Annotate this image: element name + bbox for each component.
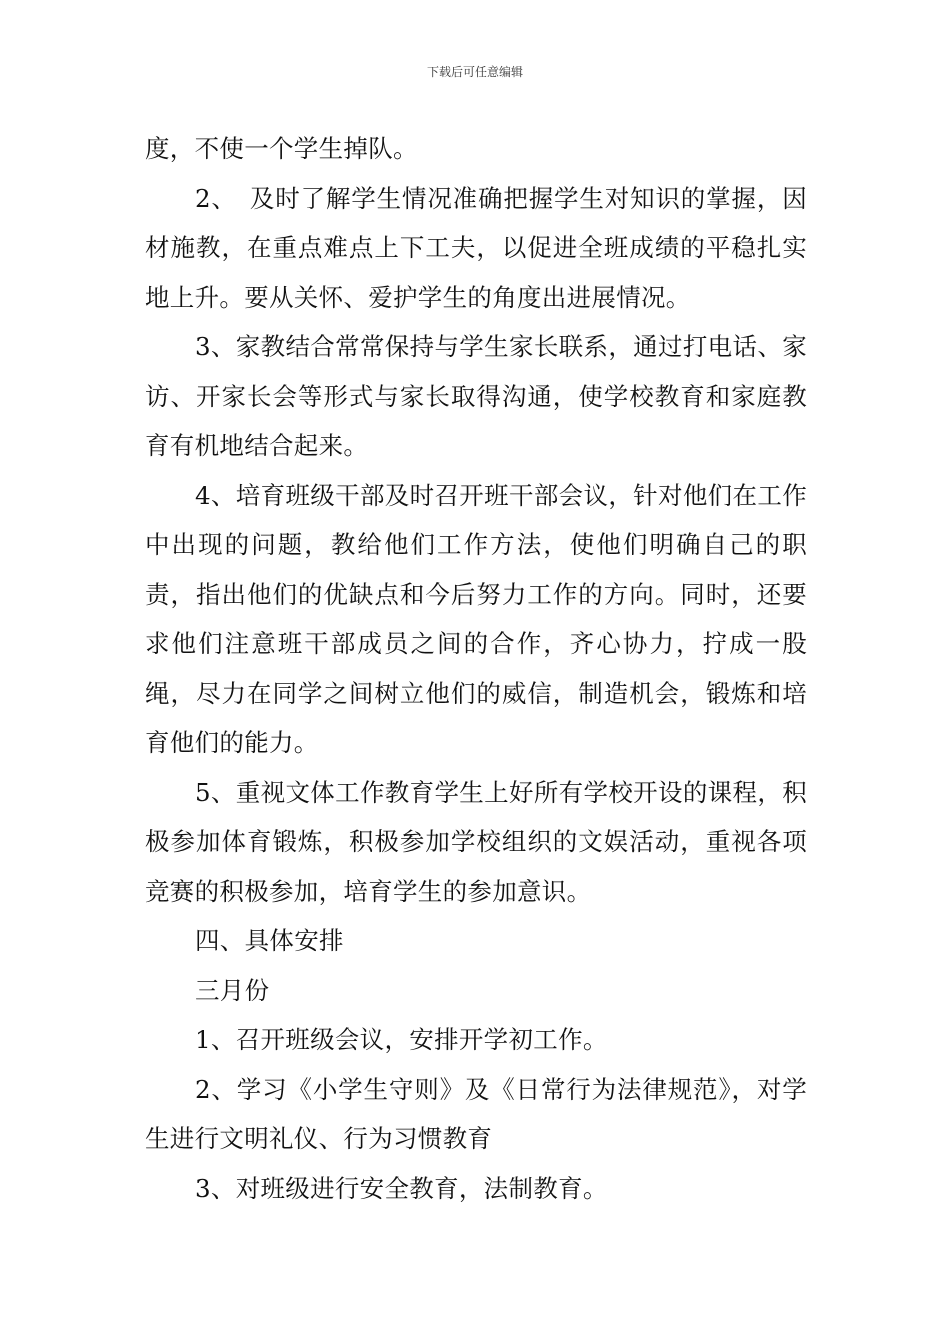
section-heading: 四、具体安排 bbox=[195, 926, 344, 955]
document-body bbox=[145, 124, 807, 1213]
paragraph: 4、培育班级干部及时召开班干部会议，针对他们在工作中出现的问题，教给他们工作方法，使他们明确自己的职责，指出他们的优缺点和今后努力工作的方向。同时，还要求他们注意班干部成员之间的合作，齐心协力，拧成一股绳，尽力在同学之间树立他们的威信，制造机会，锻炼和培育他们的能力。 bbox=[145, 480, 807, 757]
paragraph: 2、 及时了解学生情况准确把握学生对知识的掌握，因材施教，在重点难点上下工夫，以促进全班成绩的平稳扎实地上升。要从关怀、爱护学生的角度出进展情况。 bbox=[145, 183, 807, 312]
list-item: 2、学习《小学生守则》及《日常行为法律规范》，对学生进行文明礼仪、行为习惯教育 bbox=[145, 1074, 807, 1153]
subsection-heading: 三月份 bbox=[195, 975, 270, 1005]
paragraph: 3、家教结合常常保持与学生家长联系，通过打电话、家访、开家长会等形式与家长取得沟通，使学校教育和家庭教育有机地结合起来。 bbox=[145, 332, 807, 460]
paragraph: 度，不使一个学生掉队。 bbox=[145, 134, 418, 163]
list-item: 1、召开班级会议，安排开学初工作。 bbox=[195, 1025, 608, 1054]
list-item: 3、对班级进行安全教育，法制教育。 bbox=[195, 1173, 608, 1203]
page-header: 下载后可任意编辑 bbox=[426, 65, 523, 79]
paragraph: 5、重视文体工作教育学生上好所有学校开设的课程，积极参加体育锻炼，积极参加学校组织的文娱活动，重视各项竞赛的积极参加，培育学生的参加意识。 bbox=[145, 777, 807, 906]
